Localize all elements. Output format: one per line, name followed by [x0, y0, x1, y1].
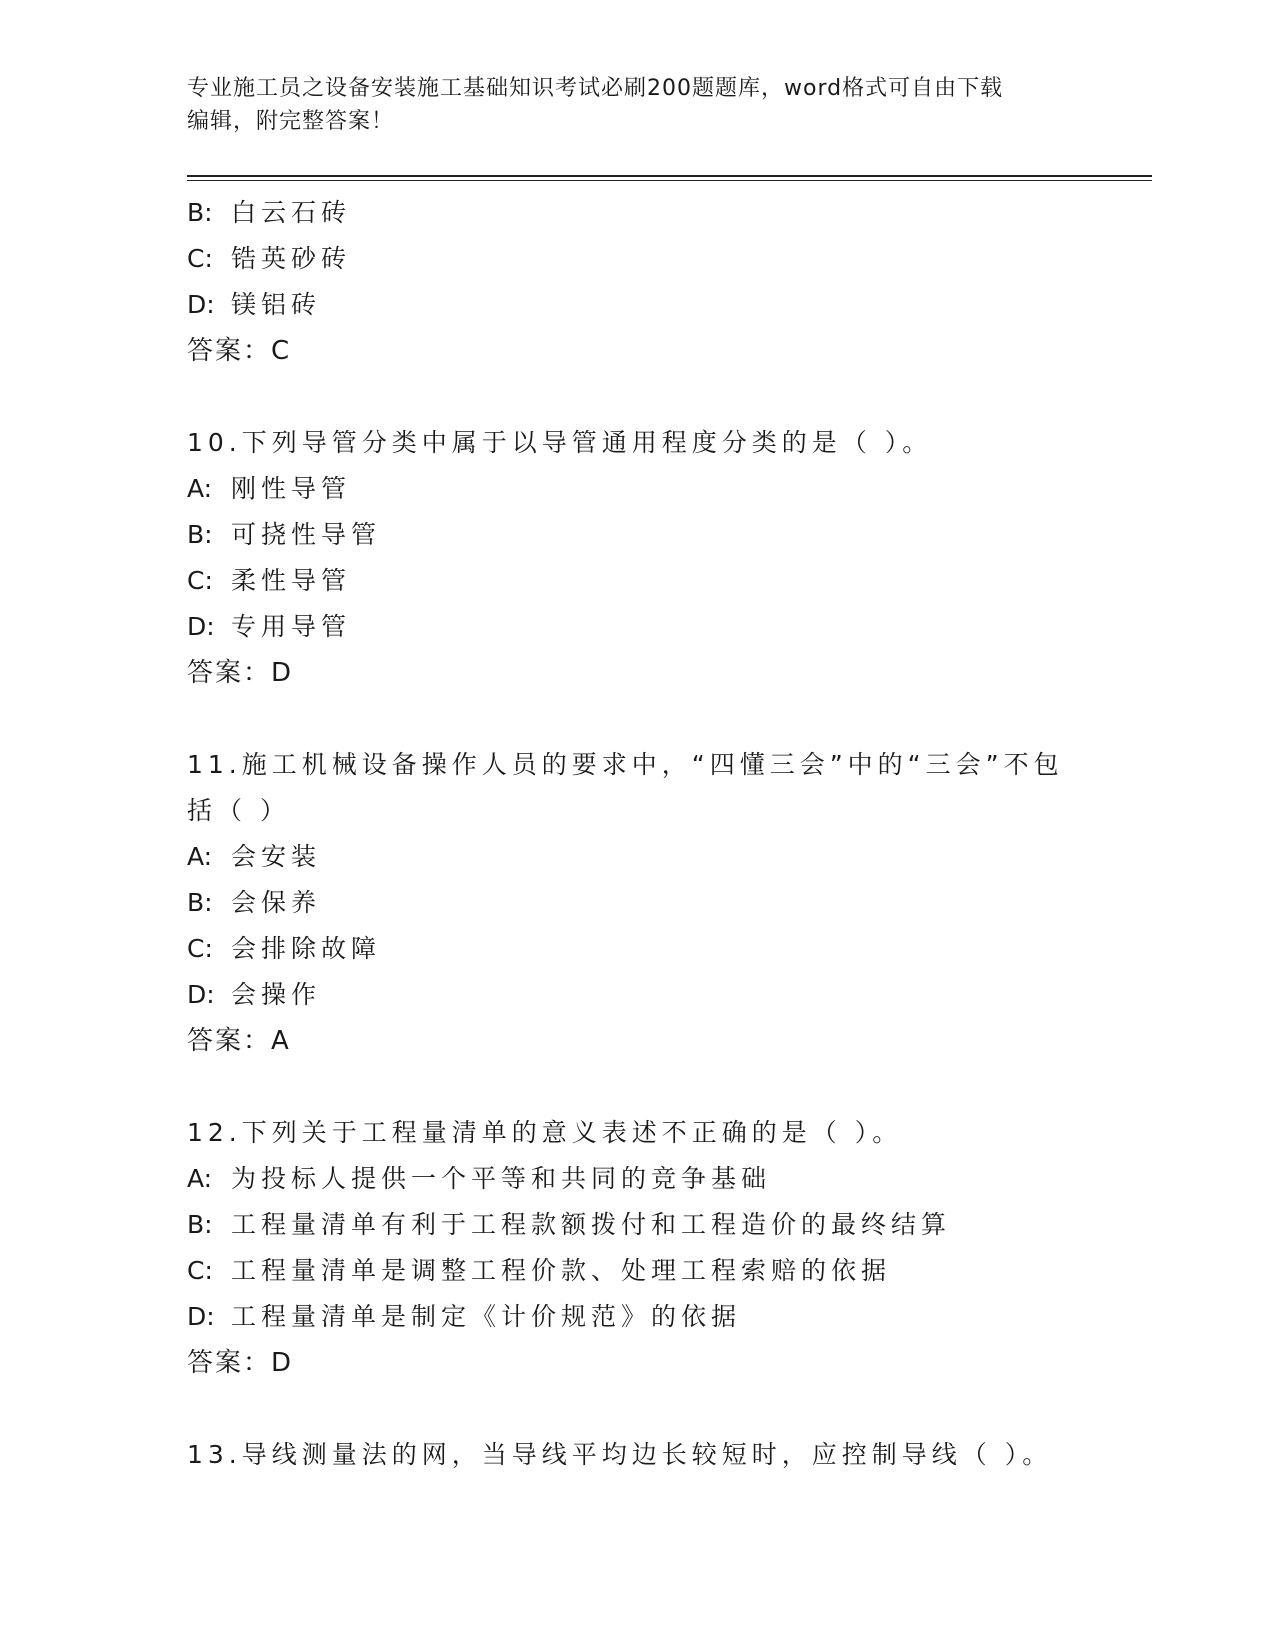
spacer — [187, 1386, 1152, 1432]
option-text: 工程量清单有利于工程款额拨付和工程造价的最终结算 — [231, 1210, 952, 1239]
document-header — [187, 72, 1067, 138]
option-text: 会安装 — [231, 842, 322, 871]
spacer — [187, 696, 1152, 742]
option-d — [187, 972, 1152, 1018]
question-stem: 10.下列导管分类中属于以导管通用程度分类的是（ ）。 — [187, 428, 933, 457]
option-d — [187, 1294, 1152, 1340]
option-key: C: — [187, 244, 213, 273]
option-key: D: — [187, 980, 215, 1009]
question-stem: 13.导线测量法的网，当导线平均边长较短时，应控制导线（ ）。 — [187, 1440, 1053, 1469]
question-13 — [187, 1432, 1152, 1478]
option-text: 工程量清单是调整工程价款、处理工程索赔的依据 — [231, 1256, 892, 1285]
option-b — [187, 190, 1152, 236]
spacer — [187, 374, 1152, 420]
option-key: D: — [187, 612, 215, 641]
option-text: 会操作 — [231, 980, 322, 1009]
question-10 — [187, 420, 1152, 696]
option-a — [187, 1156, 1152, 1202]
spacer — [187, 1064, 1152, 1110]
header-title-line-1: 专业施工员之设备安装施工基础知识考试必刷200题题库，word格式可自由下载 — [187, 76, 1004, 101]
option-key: B: — [187, 888, 213, 917]
option-c — [187, 558, 1152, 604]
option-key: D: — [187, 1302, 215, 1331]
option-key: A: — [187, 842, 213, 871]
header-divider-thin — [187, 180, 1152, 181]
option-key: B: — [187, 1210, 213, 1239]
option-text: 锆英砂砖 — [231, 244, 352, 273]
document-body — [187, 190, 1152, 1478]
question-11 — [187, 742, 1152, 1064]
question-stem-line-1: 11.施工机械设备操作人员的要求中，“四懂三会”中的“三会”不包 — [187, 750, 1064, 779]
option-key: D: — [187, 290, 215, 319]
answer-line: 答案：D — [187, 1348, 294, 1378]
option-c — [187, 1248, 1152, 1294]
answer-line: 答案：A — [187, 1026, 291, 1056]
option-text: 专用导管 — [231, 612, 352, 641]
option-d — [187, 604, 1152, 650]
question-stem-line-2: 括（ ） — [187, 796, 290, 825]
option-key: C: — [187, 934, 213, 963]
option-a — [187, 834, 1152, 880]
option-text: 会保养 — [231, 888, 322, 917]
option-b — [187, 512, 1152, 558]
answer-line: 答案：C — [187, 336, 292, 366]
option-text: 可挠性导管 — [231, 520, 382, 549]
option-key: C: — [187, 1256, 213, 1285]
answer-line: 答案：D — [187, 658, 294, 688]
option-text: 为投标人提供一个平等和共同的竞争基础 — [231, 1164, 772, 1193]
option-text: 会排除故障 — [231, 934, 382, 963]
option-key: B: — [187, 520, 213, 549]
option-b — [187, 880, 1152, 926]
option-c — [187, 926, 1152, 972]
option-key: A: — [187, 474, 213, 503]
question-12 — [187, 1110, 1152, 1386]
option-d — [187, 282, 1152, 328]
option-text: 柔性导管 — [231, 566, 352, 595]
option-a — [187, 466, 1152, 512]
option-b — [187, 1202, 1152, 1248]
header-title-line-2: 编辑，附完整答案！ — [187, 109, 395, 134]
question-9-continued — [187, 190, 1152, 374]
option-c — [187, 236, 1152, 282]
option-key: A: — [187, 1164, 213, 1193]
option-text: 镁铝砖 — [231, 290, 322, 319]
option-text: 刚性导管 — [231, 474, 352, 503]
option-key: C: — [187, 566, 213, 595]
option-text: 白云石砖 — [231, 198, 352, 227]
question-stem: 12.下列关于工程量清单的意义表述不正确的是（ ）。 — [187, 1118, 903, 1147]
header-divider-thick — [187, 175, 1152, 177]
option-key: B: — [187, 198, 213, 227]
option-text: 工程量清单是制定《计价规范》的依据 — [231, 1302, 742, 1331]
